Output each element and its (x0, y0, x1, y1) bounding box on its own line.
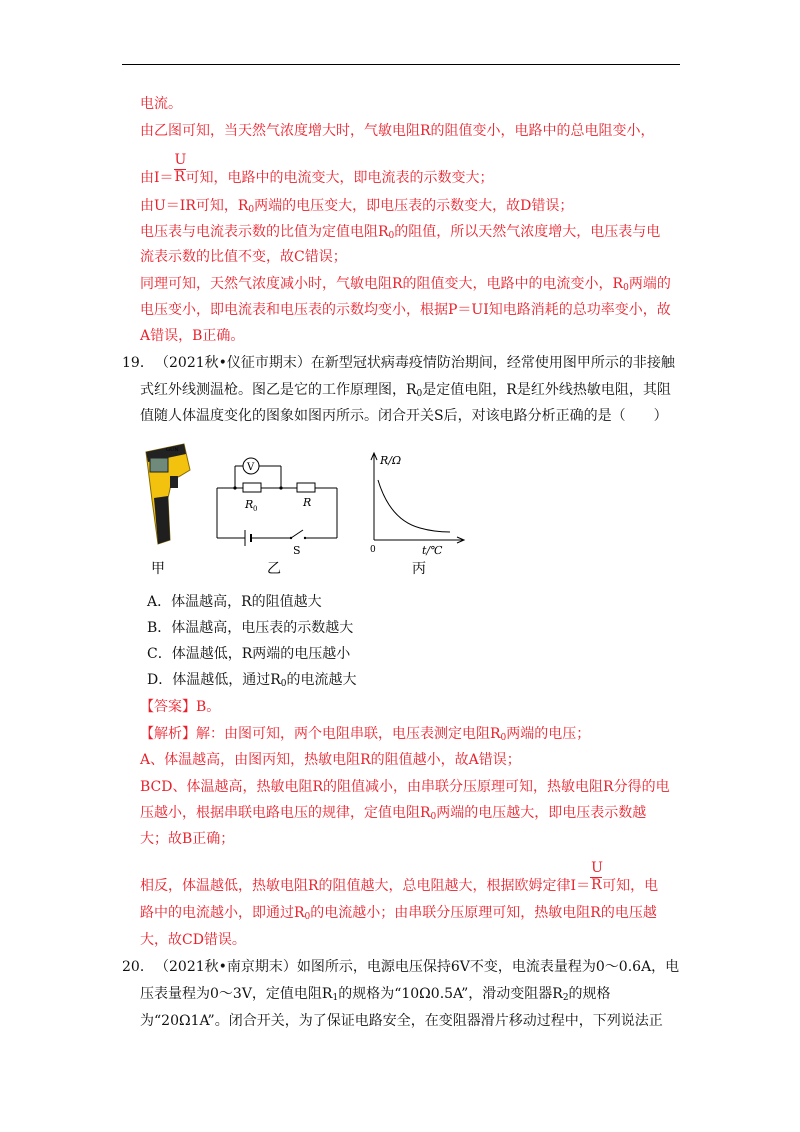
voltmeter-label: V (247, 462, 255, 473)
option-b: B．体温越高，电压表的示数越大 (147, 620, 354, 636)
question-stem: （2021秋•仪征市期末）在新型冠状病毒疫情防治期间，经常使用图甲所示的非接触 (155, 355, 675, 371)
option-d: D．体温越低，通过$R_0$的电流越大 (147, 672, 357, 689)
fraction-u-over-r: $\frac{U}{R}$ (591, 860, 603, 893)
analysis-line: 流表示数的比值不变，故C错误； (140, 249, 347, 265)
circuit-diagram (205, 448, 347, 558)
figure-caption-yi: 乙 (267, 561, 281, 577)
graph-y-label: R/Ω (380, 454, 402, 467)
r0-label: R (245, 498, 254, 511)
fraction-u-over-r: $\frac{U}{R}$ (174, 152, 187, 185)
question-number: 19． (122, 355, 154, 371)
analysis-line: A、体温越高，由图丙知，热敏电阻R的阻值越小，故A错误； (140, 752, 521, 768)
question-stem: （2021秋•南京期末）如图所示，电源电压保持6V不变，电流表量程为0～0.6A，电 (155, 959, 680, 975)
analysis-line: 路中的电流越小，即通过$R_0$的电流越小；由串联分压原理可知，热敏电阻R的电压越 (140, 905, 657, 922)
analysis-line: 压越小，根据串联电路电压的规律，定值电阻$R_0$两端的电压越大，即电压表示数越 (140, 805, 647, 822)
analysis-line: 【解析】解：由图可知，两个电阻串联，电压表测定电阻$R_0$两端的电压； (140, 726, 591, 743)
answer-line: 【答案】B。 (140, 699, 221, 715)
resistance-temperature-graph (360, 448, 480, 560)
analysis-line: 由乙图可知，当天然气浓度增大时，气敏电阻R的阻值变小，电路中的总电阻变小， (140, 123, 655, 139)
figure-caption-jia: 甲 (151, 561, 165, 577)
option-a: A．体温越高，R的阻值越大 (147, 594, 322, 610)
thermometer-gun-figure (140, 440, 200, 552)
analysis-line: 由U＝IR可知，$R_0$两端的电压变大，即电压表的示数变大，故D错误； (140, 198, 574, 215)
gun-brand-text: GUN (166, 447, 179, 453)
analysis-line: 同理可知，天然气浓度减小时，气敏电阻R的阻值变大，电路中的电流变小，$R_0$两端的 (140, 276, 671, 293)
question-stem: 值随人体温度变化的图象如图丙所示。闭合开关S后，对该电路分析正确的是（ ） (140, 408, 668, 424)
figure-caption-bing: 丙 (412, 561, 426, 577)
question-stem: 压表量程为0～3V，定值电阻$R_1$的规格为“10Ω0.5A”，滑动变阻器$R_2$的规格 (140, 986, 611, 1003)
analysis-line-ohm: 由I＝ $\frac{U}{R}$ 可知，电路中的电流变大，即电流表的示数变大； (140, 152, 494, 186)
question-number: 20． (122, 959, 154, 975)
resistance-curve (378, 480, 450, 532)
question-stem: 为“20Ω1A”。闭合开关，为了保证电路安全，在变阻器滑片移动过程中，下列说法正 (140, 1013, 663, 1029)
analysis-line-ohm: 相反，体温越低，热敏电阻R的阻值越大，总电阻越大，根据欧姆定律I＝ $\frac{U}{R}$ 可知，电 (140, 860, 659, 894)
analysis-line: 大；故B正确； (140, 831, 235, 847)
analysis-line: BCD、体温越高，热敏电阻R的阻值减小，由串联分压原理可知，热敏电阻R分得的电 (140, 779, 670, 795)
question-stem: 式红外线测温枪。图乙是它的工作原理图，$R_0$是定值电阻，R是红外线热敏电阻，其阻 (140, 382, 671, 399)
option-c: C．体温越低，R两端的电压越小 (147, 646, 351, 662)
switch-label: S (293, 544, 301, 557)
analysis-line: 电压表与电流表示数的比值为定值电阻$R_0$的阻值，所以天然气浓度增大，电压表与电 (140, 224, 661, 241)
r0-subscript: 0 (253, 505, 258, 513)
header-rule (122, 64, 680, 65)
r-label: R (303, 496, 312, 509)
graph-origin-label: 0 (370, 545, 376, 555)
analysis-line: A错误，B正确。 (140, 328, 245, 344)
graph-x-label: t/℃ (422, 544, 443, 557)
analysis-line: 大，故CD错误。 (140, 932, 246, 948)
analysis-line: 电流。 (140, 96, 182, 112)
analysis-line: 电压变小，即电流表和电压表的示数均变小，根据P＝UI知电路消耗的总功率变小，故 (140, 302, 671, 318)
